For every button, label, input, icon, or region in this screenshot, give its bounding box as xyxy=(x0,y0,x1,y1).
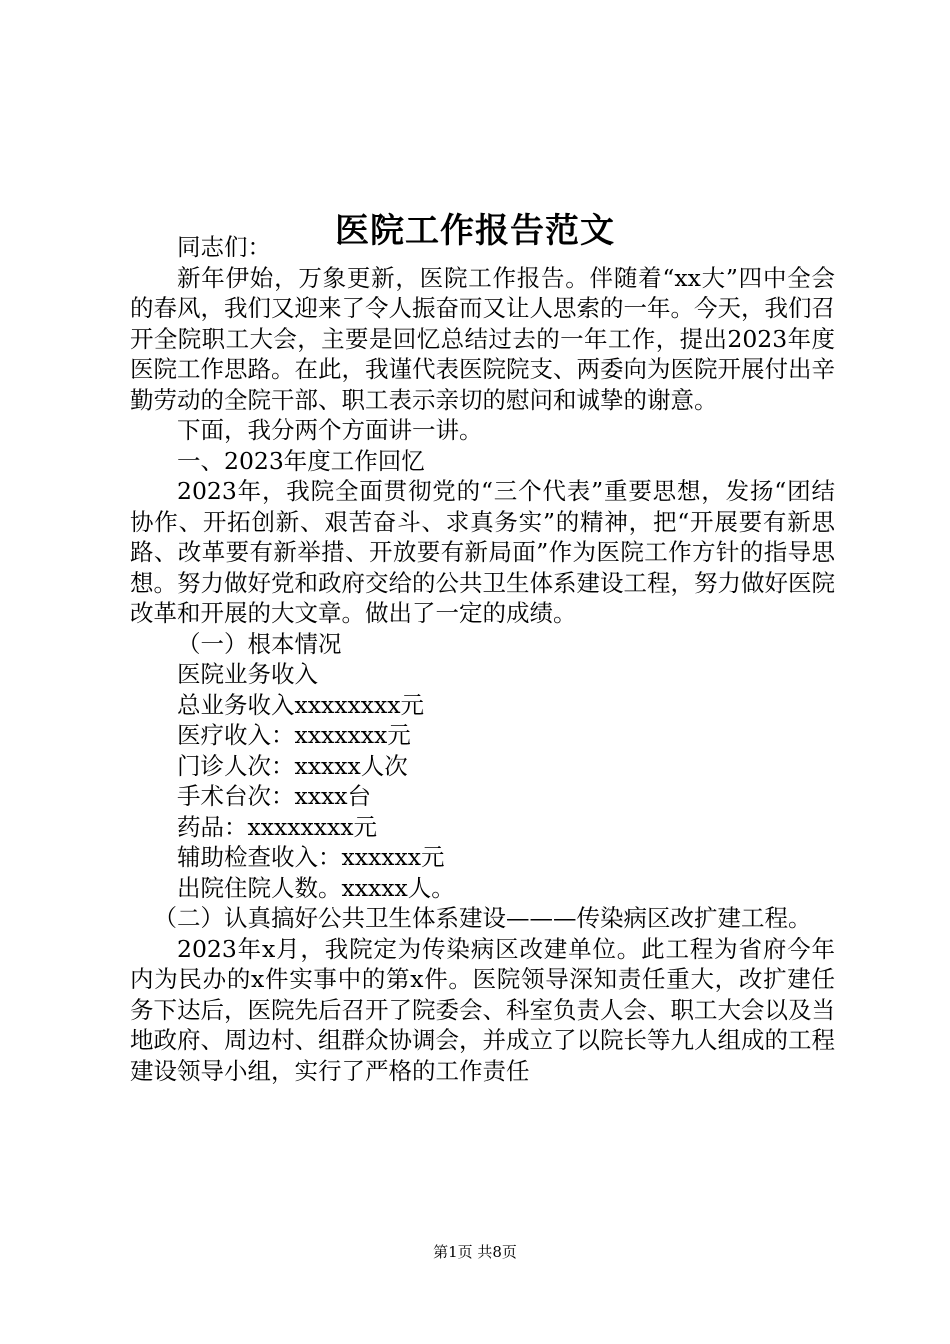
section-heading-review: 一、2023年度工作回忆 xyxy=(177,446,425,475)
list-item: 门诊人次：xxxxx人次 xyxy=(177,751,408,780)
list-item: 药品：xxxxxxxx元 xyxy=(177,812,378,841)
salutation: 同志们： xyxy=(177,233,271,261)
paragraph-intro: 新年伊始，万象更新，医院工作报告。伴随着“xx大”四中全会的春风，我们又迎来了令人振奋而又让人思索的一年。今天，我们召开全院职工大会，主要是回忆总结过去的一年工作，提出2023年度医院工作思路。在此，我谨代表医院院支、两委向为医院开展付出辛勤劳动的全院干部、职工表示亲切的慰问和诚挚的谢意。 xyxy=(130,263,835,414)
paragraph-review: 2023年，我院全面贯彻党的“三个代表”重要思想，发扬“团结协作、开拓创新、艰苦奋斗、求真务实”的精神，把“开展要有新思路、改革要有新举措、开放要有新局面”作为医院工作方针的指导思想。努力做好党和政府交给的公共卫生体系建设工程，努力做好医院改革和开展的大文章。做出了一定的成绩。 xyxy=(130,477,835,627)
list-item: 出院住院人数。xxxxx人。 xyxy=(177,873,455,902)
document-body xyxy=(130,232,835,1086)
subsection-heading-construction: （二）认真搞好公共卫生体系建设———传染病区改扩建工程。 xyxy=(153,904,812,932)
paragraph-construction: 2023年x月，我院定为传染病区改建单位。此工程为省府今年内为民办的x件实事中的第x件。医院领导深知责任重大，改扩建任务下达后，医院先后召开了院委会、科室负责人会、职工大会以及当地政府、周边村、组群众协调会，并成立了以院长等九人组成的工程建设领导小组，实行了严格的工作责任 xyxy=(130,934,835,1085)
list-item: 辅助检查收入：xxxxxx元 xyxy=(177,843,445,871)
list-item: 医疗收入：xxxxxxx元 xyxy=(177,721,411,749)
list-item: 医院业务收入 xyxy=(177,660,318,688)
document-title: 医院工作报告范文 xyxy=(335,210,615,251)
list-item: 总业务收入xxxxxxxx元 xyxy=(177,690,425,719)
paragraph-outline: 下面，我分两个方面讲一讲。 xyxy=(177,416,483,444)
list-item: 手术台次：xxxx台 xyxy=(177,782,372,810)
page-footer: 第1页 共8页 xyxy=(433,1243,517,1261)
subsection-heading-basic: （一）根本情况 xyxy=(177,629,342,658)
